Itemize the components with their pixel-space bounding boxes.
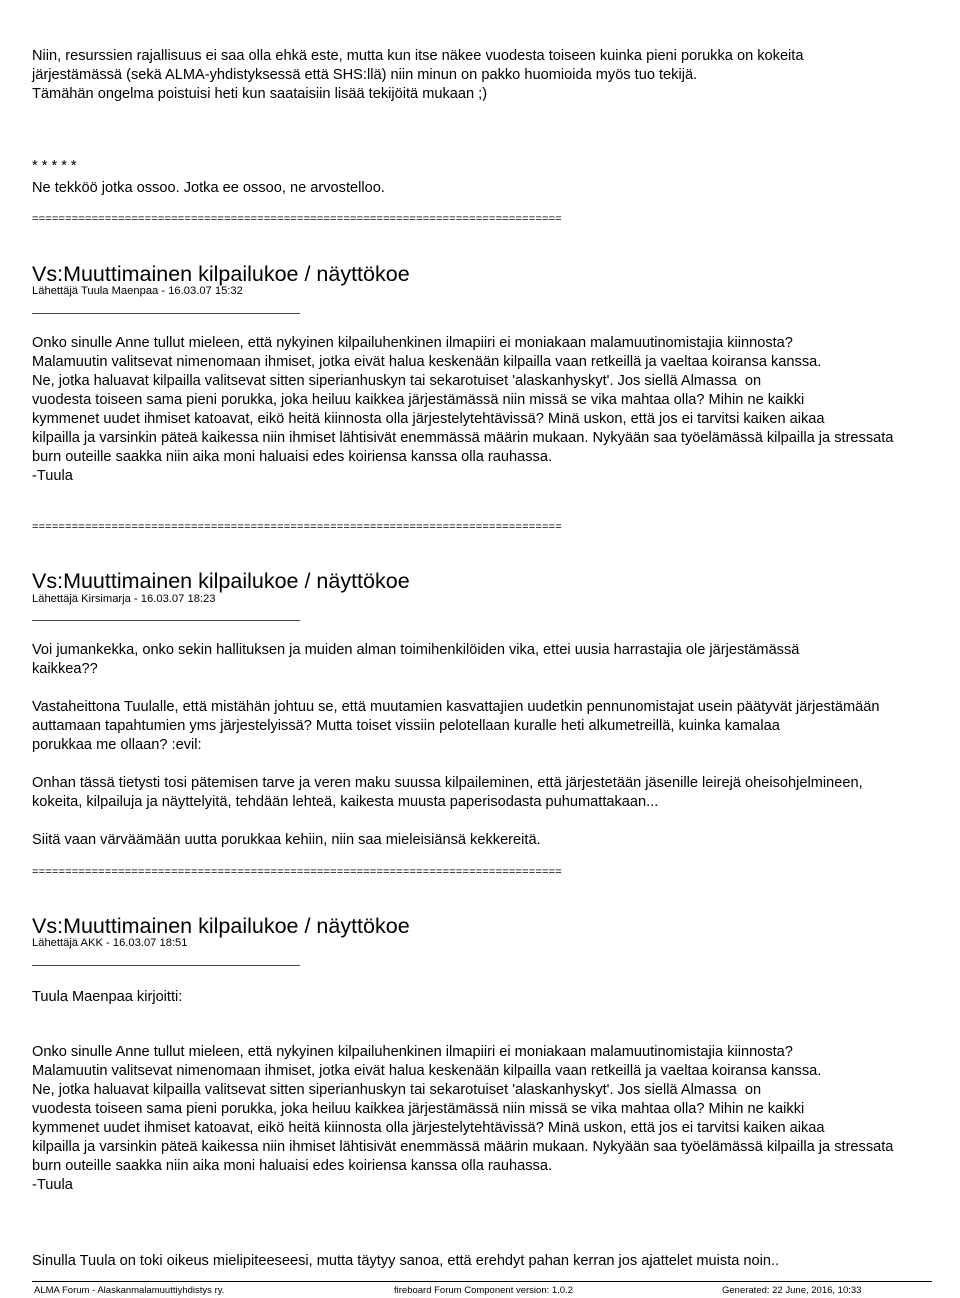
- post-body-line: Ne, jotka haluavat kilpailla valitsevat sitten siperianhuskyn tai sekarotuiset 'alaskanhyskyt'. Jos siellä Almassa on: [32, 373, 762, 389]
- post-meta-rule: [32, 620, 300, 621]
- post-body-line: Sinulla Tuula on toki oikeus mielipiteeseesi, mutta täytyy sanoa, että erehdyt pahan kerran jos ajattelet muista noin..: [32, 1253, 780, 1269]
- post-meta-rule: [32, 313, 300, 314]
- footer-component-version: fireboard Forum Component version: 1.0.2: [394, 1285, 574, 1296]
- quoted-line: Malamuutin valitsevat nimenomaan ihmiset, jotka eivät halua keskenään kilpailla vaan retkeillä ja vaeltaa koiransa kanssa.: [32, 1063, 822, 1079]
- post-title: Vs:Muuttimainen kilpailukoe / näyttökoe: [32, 914, 410, 938]
- post-meta: Lähettäjä AKK - 16.03.07 18:51: [32, 937, 188, 949]
- post-body-line: auttamaan tapahtumien yms järjestelyissä? Mutta toiset vissiin pelotellaan kuralle heti alkumetreillä, kuinka kamalaa: [32, 718, 780, 734]
- forum-export-page: [32, 0, 960, 1297]
- post-body-line: Onhan tässä tietysti tosi pätemisen tarve ja veren maku suussa kilpaileminen, että järjestetään jäsenille leirejä oheisohjelmineen,: [32, 775, 863, 791]
- post-signature: -Tuula: [32, 468, 73, 484]
- quoted-line: vuodesta toiseen sama pieni porukka, joka heiluu kaikkea järjestämässä niin missä se vika mahtaa olla? Mihin ne kaikki: [32, 1101, 805, 1117]
- post-body-line: Onko sinulle Anne tullut mieleen, että nykyinen kilpailuhenkinen ilmapiiri ei moniakaan malamuutinomistajia kiinnosta?: [32, 335, 793, 351]
- post-body-line: burn outeille saakka niin aika moni haluaisi edes koiriensa kanssa olla rauhassa.: [32, 449, 553, 465]
- post-body-line: kokeita, kilpailuja ja näyttelyitä, tehdään lehteä, kaikesta muusta paperisodasta puhumattakaan...: [32, 794, 659, 810]
- intro-line: järjestämässä (sekä ALMA-yhdistyksessä että SHS:llä) niin minun on pakko huomioida myös tuo tekijä.: [32, 67, 698, 83]
- page-footer: [32, 1281, 932, 1298]
- post-title: Vs:Muuttimainen kilpailukoe / näyttökoe: [32, 262, 410, 286]
- footer-generated-date: Generated: 22 June, 2016, 10:33: [722, 1285, 862, 1296]
- post-body-line: Malamuutin valitsevat nimenomaan ihmiset, jotka eivät halua keskenään kilpailla vaan retkeillä ja vaeltaa koiransa kanssa.: [32, 354, 822, 370]
- post-body-line: Voi jumankekka, onko sekin hallituksen ja muiden alman toimihenkilöiden vika, ettei uusia harrastajia ole järjestämässä: [32, 642, 800, 658]
- quoted-line: burn outeille saakka niin aika moni haluaisi edes koiriensa kanssa olla rauhassa.: [32, 1158, 553, 1174]
- quoted-signature: -Tuula: [32, 1177, 73, 1193]
- post-meta-rule: [32, 965, 300, 966]
- post-separator: ================================================================================: [32, 213, 562, 225]
- post-body-line: vuodesta toiseen sama pieni porukka, joka heiluu kaikkea järjestämässä niin missä se vika mahtaa olla? Mihin ne kaikki: [32, 392, 805, 408]
- post-body-line: porukkaa me ollaan? :evil:: [32, 737, 202, 753]
- footer-forum-name: ALMA Forum - Alaskanmalamuuttiyhdistys ry.: [34, 1285, 225, 1296]
- post-body-line: Vastaheittona Tuulalle, että mistähän johtuu se, että muutamien kasvattajien uudetkin pennunomistajat usein päätyvät järjestämään: [32, 699, 880, 715]
- post-body-line: kaikkea??: [32, 661, 98, 677]
- post-meta: Lähettäjä Tuula Maenpaa - 16.03.07 15:32: [32, 285, 243, 297]
- quote-attribution: Tuula Maenpaa kirjoitti:: [32, 989, 183, 1005]
- signature-text: Ne tekköö jotka ossoo. Jotka ee ossoo, ne arvostelloo.: [32, 180, 385, 196]
- post-body-line: Siitä vaan värväämään uutta porukkaa kehiin, niin saa mieleisiänsä kekkereitä.: [32, 832, 541, 848]
- post-title: Vs:Muuttimainen kilpailukoe / näyttökoe: [32, 569, 410, 593]
- post-body-line: kymmenet uudet ihmiset katoavat, eikö heitä kiinnosta olla järjestelytehtävissä? Minä uskon, että jos ei tarvitsi kaiken aikaa: [32, 411, 825, 427]
- post-separator: ================================================================================: [32, 521, 562, 533]
- post-meta: Lähettäjä Kirsimarja - 16.03.07 18:23: [32, 593, 216, 605]
- signature-stars: * * * * *: [32, 158, 77, 174]
- post-separator: ================================================================================: [32, 866, 562, 878]
- quoted-line: kilpailla ja varsinkin päteä kaikessa niin ihmiset lähtisivät enemmässä määrin mukaan. Nykyään saa työelämässä kilpailla ja stressata: [32, 1139, 894, 1155]
- intro-line: Tämähän ongelma poistuisi heti kun saataisiin lisää tekijöitä mukaan ;): [32, 86, 488, 102]
- quoted-line: kymmenet uudet ihmiset katoavat, eikö heitä kiinnosta olla järjestelytehtävissä? Minä uskon, että jos ei tarvitsi kaiken aikaa: [32, 1120, 825, 1136]
- quoted-line: Ne, jotka haluavat kilpailla valitsevat sitten siperianhuskyn tai sekarotuiset 'alaskanhyskyt'. Jos siellä Almassa on: [32, 1082, 762, 1098]
- post-body-line: kilpailla ja varsinkin päteä kaikessa niin ihmiset lähtisivät enemmässä määrin mukaan. Nykyään saa työelämässä kilpailla ja stressata: [32, 430, 894, 446]
- quoted-line: Onko sinulle Anne tullut mieleen, että nykyinen kilpailuhenkinen ilmapiiri ei moniakaan malamuutinomistajia kiinnosta?: [32, 1044, 793, 1060]
- intro-line: Niin, resurssien rajallisuus ei saa olla ehkä este, mutta kun itse näkee vuodesta toiseen kuinka pieni porukka on kokeita: [32, 48, 804, 64]
